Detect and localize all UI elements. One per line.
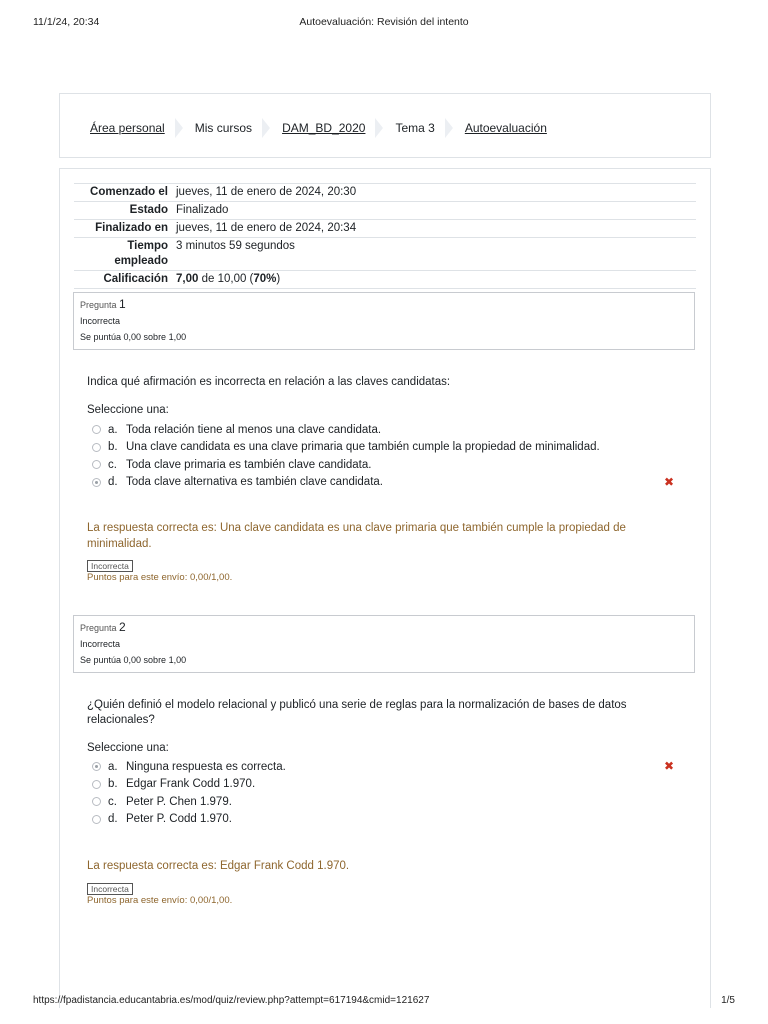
status-badge: Incorrecta	[87, 883, 133, 895]
answer-option[interactable]	[92, 811, 692, 829]
question-info-1	[73, 292, 695, 350]
summary-row-grade	[74, 271, 696, 289]
summary-label-line: Tiempo	[127, 240, 168, 252]
breadcrumb-area-personal[interactable]: Área personal	[90, 121, 165, 135]
answer-text: Ninguna respuesta es correcta.	[126, 760, 286, 773]
summary-row-state	[74, 202, 696, 220]
answer-text: Toda clave primaria es también clave candidata.	[126, 458, 372, 471]
question-prompt: Seleccione una:	[87, 404, 169, 416]
points-text: Puntos para este envío: 0,00/1,00.	[87, 895, 233, 906]
radio-button[interactable]	[92, 780, 101, 789]
question-marks: Se puntúa 0,00 sobre 1,00	[80, 332, 187, 342]
breadcrumb-separator-icon	[373, 117, 387, 139]
question-number	[80, 620, 688, 634]
status-badge: Incorrecta	[87, 560, 133, 572]
summary-value: 3 minutos 59 segundos	[176, 240, 295, 252]
question-label: Pregunta	[80, 623, 117, 633]
radio-button[interactable]	[92, 425, 101, 434]
breadcrumb-separator-icon	[173, 117, 187, 139]
radio-button[interactable]	[92, 443, 101, 452]
incorrect-icon: ✖	[664, 474, 675, 489]
summary-label: Finalizado en	[95, 222, 168, 234]
summary-row-started	[74, 184, 696, 202]
answer-letter: a.	[108, 760, 118, 773]
answer-letter: c.	[108, 458, 117, 471]
radio-button-checked[interactable]	[92, 478, 101, 487]
breadcrumb-mis-cursos[interactable]: Mis cursos	[194, 121, 253, 135]
answer-option[interactable]	[92, 456, 692, 474]
question-state: Incorrecta	[80, 639, 121, 649]
answer-option[interactable]	[92, 793, 692, 811]
answer-letter: b.	[108, 778, 118, 791]
answer-text: Peter P. Chen 1.979.	[126, 795, 232, 808]
summary-value: Finalizado	[176, 204, 229, 216]
answer-letter: b.	[108, 441, 118, 454]
answer-letter: d.	[108, 813, 118, 826]
question-prompt: Seleccione una:	[87, 742, 169, 754]
attempt-summary-table	[74, 183, 696, 289]
breadcrumb-separator-icon	[443, 117, 457, 139]
answer-list	[92, 421, 692, 491]
breadcrumb-box	[59, 93, 711, 158]
answer-list	[92, 758, 692, 828]
correct-answer-feedback: La respuesta correcta es: Edgar Frank Codd 1.970.	[87, 860, 350, 872]
breadcrumb	[90, 117, 547, 139]
breadcrumb-separator-icon	[260, 117, 274, 139]
question-text: Indica qué afirmación es incorrecta en relación a las claves candidatas:	[87, 376, 451, 388]
summary-row-time	[74, 238, 696, 271]
incorrect-icon: ✖	[664, 759, 675, 773]
print-page-number: 1/5	[721, 995, 735, 1006]
print-title: Autoevaluación: Revisión del intento	[299, 16, 469, 28]
question-number-value: 1	[119, 297, 126, 311]
question-text: ¿Quién definió el modelo relacional y publicó una serie de reglas para la normalización de bases de datos relacionales?	[87, 699, 627, 726]
print-datetime: 11/1/24, 20:34	[33, 16, 100, 28]
answer-text: Una clave candidata es una clave primaria que también cumple la propiedad de minimalidad.	[126, 441, 600, 454]
summary-label: Comenzado el	[90, 186, 168, 198]
answer-text: Toda relación tiene al menos una clave candidata.	[126, 423, 382, 436]
print-header	[0, 16, 768, 30]
answer-text: Edgar Frank Codd 1.970.	[126, 778, 256, 791]
radio-button[interactable]	[92, 815, 101, 824]
radio-button-checked[interactable]	[92, 762, 101, 771]
question-info-2	[73, 615, 695, 673]
breadcrumb-autoevaluacion[interactable]: Autoevaluación	[464, 121, 547, 135]
answer-letter: a.	[108, 423, 118, 436]
grade-percent: 70%	[253, 273, 277, 285]
grade-score: 7,00	[176, 273, 199, 285]
print-url: https://fpadistancia.educantabria.es/mod/quiz/review.php?attempt=617194&cmid=121627	[33, 995, 430, 1006]
answer-option[interactable]	[92, 421, 692, 439]
summary-row-finished	[74, 220, 696, 238]
radio-button[interactable]	[92, 797, 101, 806]
answer-option-selected[interactable]	[92, 474, 692, 492]
summary-value: jueves, 11 de enero de 2024, 20:30	[176, 186, 357, 198]
grade-close: )	[276, 273, 281, 285]
summary-label	[74, 238, 176, 271]
question-state: Incorrecta	[80, 316, 121, 326]
answer-text: Peter P. Codd 1.970.	[126, 813, 232, 826]
answer-option-selected[interactable]	[92, 758, 692, 776]
answer-option[interactable]	[92, 776, 692, 794]
points-text: Puntos para este envío: 0,00/1,00.	[87, 572, 233, 583]
answer-text: Toda clave alternativa es también clave candidata.	[126, 476, 383, 489]
question-number	[80, 297, 688, 311]
question-number-value: 2	[119, 620, 126, 634]
grade-of: de 10,00 (	[201, 273, 254, 285]
question-marks: Se puntúa 0,00 sobre 1,00	[80, 655, 187, 665]
answer-letter: c.	[108, 795, 117, 808]
answer-letter: d.	[108, 476, 118, 489]
answer-option[interactable]	[92, 439, 692, 457]
summary-label-line: empleado	[114, 255, 168, 267]
radio-button[interactable]	[92, 460, 101, 469]
question-label: Pregunta	[80, 300, 117, 310]
breadcrumb-course[interactable]: DAM_BD_2020	[282, 121, 366, 135]
summary-value	[176, 271, 696, 289]
summary-value: jueves, 11 de enero de 2024, 20:34	[176, 222, 357, 234]
summary-label: Estado	[129, 204, 168, 216]
correct-answer-feedback: La respuesta correcta es: Una clave candidata es una clave primaria que también cumple la propiedad de minimalidad.	[87, 522, 626, 550]
summary-label: Calificación	[103, 273, 168, 285]
breadcrumb-tema[interactable]: Tema 3	[395, 121, 435, 135]
